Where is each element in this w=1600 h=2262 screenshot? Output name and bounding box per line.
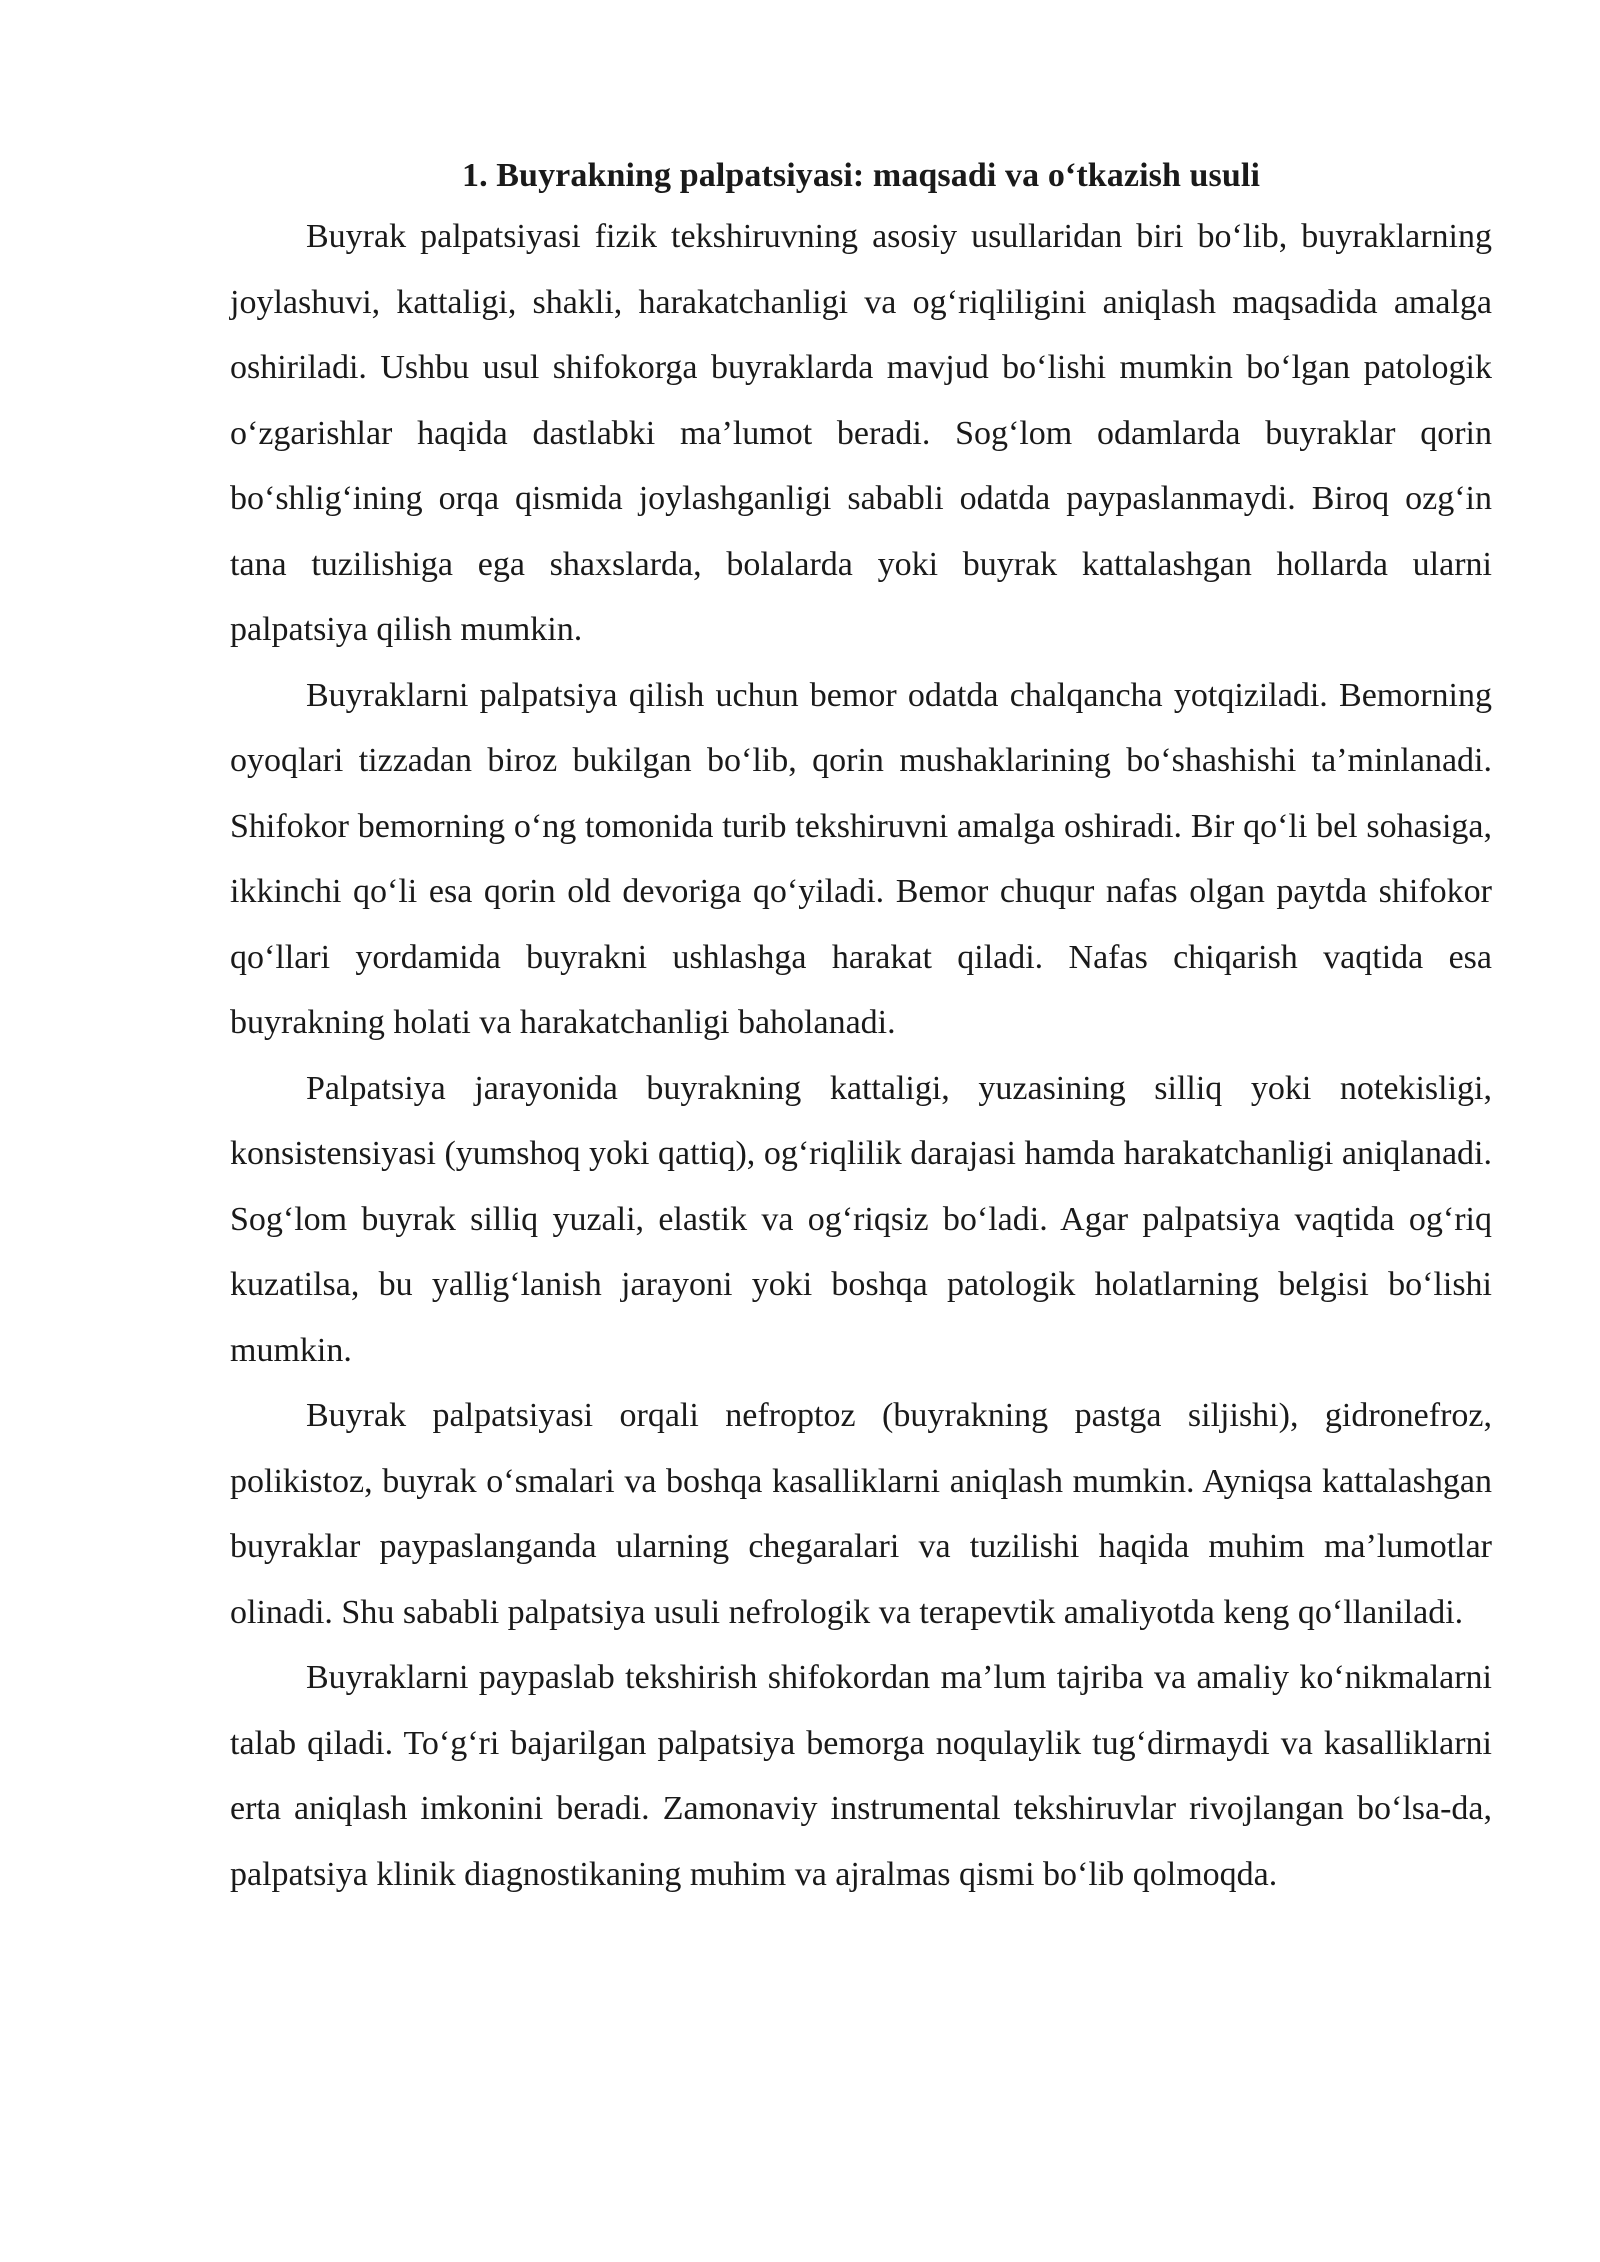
paragraph-5: Buyraklarni paypaslab tekshirish shifokordan ma’lum tajriba va amaliy ko‘nikmalarni talab qiladi. To‘g‘ri bajarilgan palpatsiya bemorga noqulaylik tug‘dirmaydi va kasalliklarni erta aniqlash imkonini beradi. Zamonaviy instrumental tekshiruvlar rivojlangan bo‘lsa-da, palpatsiya klinik diagnostikaning muhim va ajralmas qismi bo‘lib qolmoqda. xyxy=(230,1659,1492,1893)
paragraph-1: Buyrak palpatsiyasi fizik tekshiruvning asosiy usullaridan biri bo‘lib, buyraklarning joylashuvi, kattaligi, shakli, harakatchanligi va og‘riqliligini aniqlash maqsadida amalga oshiriladi. Ushbu usul shifokorga buyraklarda mavjud bo‘lishi mumkin bo‘lgan patologik o‘zgarishlar haqida dastlabki ma’lumot beradi. Sog‘lom odamlarda buyraklar qorin bo‘shlig‘ining orqa qismida joylashganligi sababli odatda paypaslanmaydi. Biroq ozg‘in tana tuzilishiga ega shaxslarda, bolalarda yoki buyrak kattalashgan hollarda ularni palpatsiya qilish mumkin. xyxy=(230,218,1492,648)
document-body xyxy=(230,148,1492,1907)
paragraph-4: Buyrak palpatsiyasi orqali nefroptoz (buyrakning pastga siljishi), gidronefroz, polikistoz, buyrak o‘smalari va boshqa kasalliklarni aniqlash mumkin. Ayniqsa kattalashgan buyraklar paypaslanganda ularning chegaralari va tuzilishi haqida muhim ma’lumotlar olinadi. Shu sababli palpatsiya usuli nefrologik va terapevtik amaliyotda keng qo‘llaniladi. xyxy=(230,1397,1492,1631)
section-title: 1. Buyrakning palpatsiyasi: maqsadi va o‘tkazish usuli xyxy=(461,157,1260,194)
paragraph-3: Palpatsiya jarayonida buyrakning kattaligi, yuzasining silliq yoki notekisligi, konsistensiyasi (yumshoq yoki qattiq), og‘riqlilik darajasi hamda harakatchanligi aniqlanadi. Sog‘lom buyrak silliq yuzali, elastik va og‘riqsiz bo‘ladi. Agar palpatsiya vaqtida og‘riq kuzatilsa, bu yallig‘lanish jarayoni yoki boshqa patologik holatlarning belgisi bo‘lishi mumkin. xyxy=(230,1069,1492,1369)
paragraph-2: Buyraklarni palpatsiya qilish uchun bemor odatda chalqancha yotqiziladi. Bemorning oyoqlari tizzadan biroz bukilgan bo‘lib, qorin mushaklarining bo‘shashishi ta’minlanadi. Shifokor bemorning o‘ng tomonida turib tekshiruvni amalga oshiradi. Bir qo‘li bel sohasiga, ikkinchi qo‘li esa qorin old devoriga qo‘yiladi. Bemor chuqur nafas olgan paytda shifokor qo‘llari yordamida buyrakni ushlashga harakat qiladi. Nafas chiqarish vaqtida esa buyrakning holati va harakatchanligi baholanadi. xyxy=(230,676,1492,1041)
